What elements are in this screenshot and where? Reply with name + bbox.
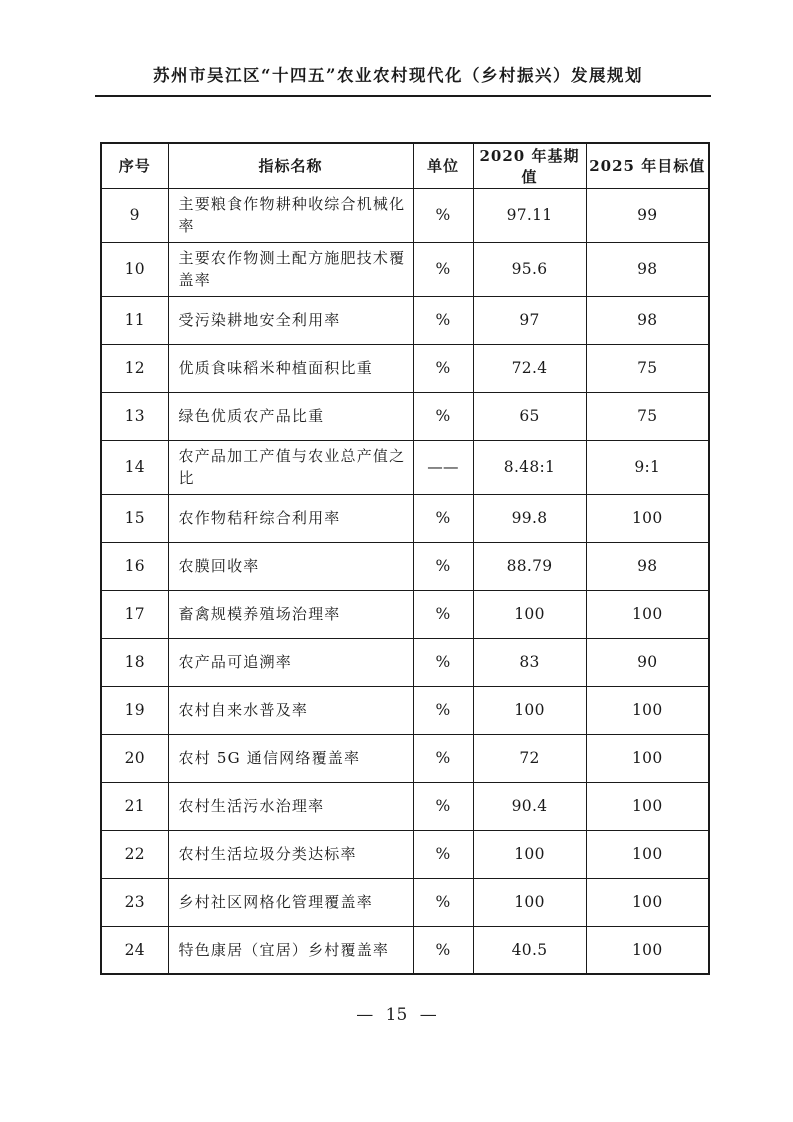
row-target-value: 98	[586, 242, 709, 296]
row-unit: %	[413, 830, 473, 878]
table-row	[101, 296, 709, 344]
row-indicator-name: 农产品可追溯率	[168, 638, 413, 686]
header-row	[101, 143, 709, 188]
row-target-value: 100	[586, 590, 709, 638]
row-unit: %	[413, 344, 473, 392]
column-header-base: 2020 年基期值	[473, 143, 586, 188]
row-unit: %	[413, 188, 473, 242]
table-row	[101, 734, 709, 782]
row-no: 11	[101, 296, 168, 344]
row-base-value: 100	[473, 830, 586, 878]
row-target-value: 75	[586, 344, 709, 392]
row-base-value: 95.6	[473, 242, 586, 296]
row-unit: %	[413, 392, 473, 440]
row-no: 22	[101, 830, 168, 878]
row-indicator-name: 畜禽规模养殖场治理率	[168, 590, 413, 638]
row-indicator-name: 主要农作物测土配方施肥技术覆盖率	[168, 242, 413, 296]
row-target-value: 100	[586, 878, 709, 926]
row-no: 16	[101, 542, 168, 590]
row-target-value: 75	[586, 392, 709, 440]
table-row	[101, 242, 709, 296]
row-target-value: 100	[586, 830, 709, 878]
table-row	[101, 638, 709, 686]
table-row	[101, 344, 709, 392]
row-no: 10	[101, 242, 168, 296]
row-unit: %	[413, 878, 473, 926]
row-base-value: 83	[473, 638, 586, 686]
row-indicator-name: 优质食味稻米种植面积比重	[168, 344, 413, 392]
row-indicator-name: 农作物秸秆综合利用率	[168, 494, 413, 542]
row-unit: %	[413, 686, 473, 734]
row-indicator-name: 乡村社区网格化管理覆盖率	[168, 878, 413, 926]
row-base-value: 100	[473, 590, 586, 638]
row-indicator-name: 农产品加工产值与农业总产值之比	[168, 440, 413, 494]
row-indicator-name: 农村生活污水治理率	[168, 782, 413, 830]
row-target-value: 100	[586, 686, 709, 734]
row-unit: %	[413, 638, 473, 686]
page-number: — 15 —	[356, 1005, 437, 1025]
document-header-title: 苏州市吴江区“十四五”农业农村现代化（乡村振兴）发展规划	[153, 66, 643, 85]
row-unit: %	[413, 926, 473, 974]
row-no: 23	[101, 878, 168, 926]
row-unit: %	[413, 296, 473, 344]
row-base-value: 72.4	[473, 344, 586, 392]
indicator-table-header	[101, 143, 709, 188]
table-row	[101, 782, 709, 830]
table-row	[101, 542, 709, 590]
table-row	[101, 686, 709, 734]
row-no: 19	[101, 686, 168, 734]
header-rule	[95, 95, 711, 97]
row-indicator-name: 绿色优质农产品比重	[168, 392, 413, 440]
row-base-value: 99.8	[473, 494, 586, 542]
row-base-value: 88.79	[473, 542, 586, 590]
row-no: 17	[101, 590, 168, 638]
row-target-value: 100	[586, 782, 709, 830]
row-unit: %	[413, 542, 473, 590]
row-indicator-name: 农村自来水普及率	[168, 686, 413, 734]
row-unit: %	[413, 494, 473, 542]
row-indicator-name: 特色康居（宜居）乡村覆盖率	[168, 926, 413, 974]
column-header-unit: 单位	[413, 143, 473, 188]
row-no: 9	[101, 188, 168, 242]
table-row	[101, 188, 709, 242]
row-no: 14	[101, 440, 168, 494]
column-header-target: 2025 年目标值	[586, 143, 709, 188]
column-header-no: 序号	[101, 143, 168, 188]
row-base-value: 65	[473, 392, 586, 440]
row-target-value: 98	[586, 542, 709, 590]
row-base-value: 97.11	[473, 188, 586, 242]
page-footer	[0, 1005, 793, 1025]
table-row	[101, 878, 709, 926]
column-header-name: 指标名称	[168, 143, 413, 188]
row-no: 12	[101, 344, 168, 392]
row-indicator-name: 农村 5G 通信网络覆盖率	[168, 734, 413, 782]
table-row	[101, 392, 709, 440]
row-no: 24	[101, 926, 168, 974]
row-target-value: 100	[586, 734, 709, 782]
table-row	[101, 590, 709, 638]
row-target-value: 100	[586, 494, 709, 542]
row-unit: %	[413, 242, 473, 296]
row-unit: %	[413, 782, 473, 830]
indicator-table-body	[101, 188, 709, 974]
indicator-table	[100, 142, 710, 975]
row-indicator-name: 农村生活垃圾分类达标率	[168, 830, 413, 878]
row-base-value: 72	[473, 734, 586, 782]
row-no: 13	[101, 392, 168, 440]
row-no: 15	[101, 494, 168, 542]
row-base-value: 90.4	[473, 782, 586, 830]
row-unit: ——	[413, 440, 473, 494]
row-unit: %	[413, 590, 473, 638]
row-indicator-name: 受污染耕地安全利用率	[168, 296, 413, 344]
table-row	[101, 926, 709, 974]
row-base-value: 100	[473, 686, 586, 734]
row-target-value: 99	[586, 188, 709, 242]
table-row	[101, 830, 709, 878]
row-unit: %	[413, 734, 473, 782]
row-indicator-name: 农膜回收率	[168, 542, 413, 590]
row-no: 21	[101, 782, 168, 830]
row-target-value: 9:1	[586, 440, 709, 494]
row-base-value: 40.5	[473, 926, 586, 974]
row-target-value: 90	[586, 638, 709, 686]
row-indicator-name: 主要粮食作物耕种收综合机械化率	[168, 188, 413, 242]
row-no: 20	[101, 734, 168, 782]
row-base-value: 97	[473, 296, 586, 344]
row-target-value: 100	[586, 926, 709, 974]
row-no: 18	[101, 638, 168, 686]
row-base-value: 100	[473, 878, 586, 926]
row-base-value: 8.48:1	[473, 440, 586, 494]
table-row	[101, 494, 709, 542]
table-row	[101, 440, 709, 494]
row-target-value: 98	[586, 296, 709, 344]
